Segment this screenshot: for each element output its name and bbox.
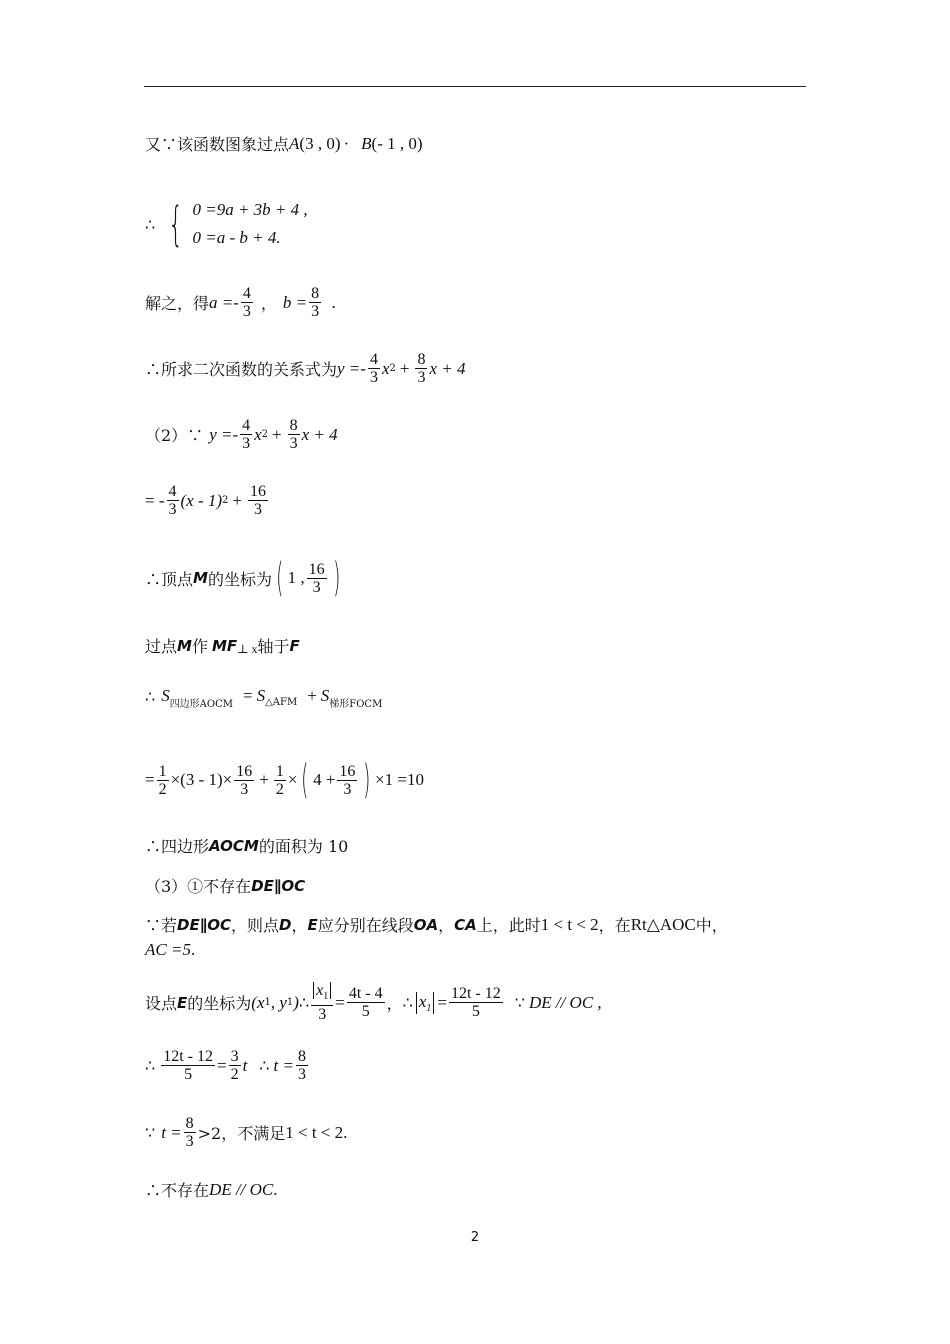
parallel-statement: DE∥OC xyxy=(251,876,306,895)
comma: ， xyxy=(291,916,308,935)
segment-ca: CA xyxy=(454,915,477,934)
point-e: E xyxy=(177,993,188,1012)
plus: + xyxy=(259,770,269,789)
text: 又∵该函数图象过点 xyxy=(145,135,290,154)
equation-t xyxy=(145,1048,310,1083)
term: ×(3 - 1)× xyxy=(170,770,233,789)
text: 的坐标为 xyxy=(207,569,272,589)
fraction: $\frac{16}{3}$ xyxy=(236,762,253,798)
plus: + xyxy=(399,358,410,378)
part-3-heading xyxy=(145,874,305,897)
assumption-line xyxy=(145,913,728,936)
text: 中， xyxy=(695,916,728,935)
system xyxy=(161,196,307,252)
comma: ， xyxy=(438,916,455,935)
perpendicular-line xyxy=(145,634,300,657)
x-minus-1: (x - 1) xyxy=(180,490,223,510)
fraction: $\frac{8}{3}$ xyxy=(185,1115,194,1150)
text: （2）∵ xyxy=(145,426,204,445)
therefore-symbol: ∴ xyxy=(145,1056,156,1075)
point-b-coords: (- 1 , 0) xyxy=(371,133,423,153)
text: 应分别在线段 xyxy=(317,916,414,935)
fraction: $\frac{x_1}{3}$ xyxy=(311,982,333,1023)
t-eq: t = xyxy=(273,1055,294,1075)
fraction: $\frac{12t - 12}{5}$ xyxy=(163,1048,213,1083)
therefore-symbol: ∴ xyxy=(298,993,310,1012)
a-eq: a =- xyxy=(209,292,239,312)
text: 设点 xyxy=(145,994,178,1013)
subscript: 1 xyxy=(264,997,271,1008)
y-eq: y =- xyxy=(209,424,239,444)
plus: + xyxy=(232,490,242,510)
exponent: 2 xyxy=(222,495,229,506)
segment-mf: MF xyxy=(211,636,238,655)
therefore-symbol: ∴ xyxy=(259,1056,270,1075)
point-e-coords xyxy=(145,982,602,1023)
result: ×1 =10 xyxy=(375,770,424,789)
x-term: x + 4 xyxy=(429,358,466,378)
point-e: E xyxy=(307,915,318,934)
fraction: $\frac{8}{3}$ xyxy=(297,1048,306,1083)
b-eq: b = xyxy=(282,292,308,312)
therefore-symbol: ∴ xyxy=(402,993,413,1012)
area-s: S xyxy=(256,686,266,705)
point-f: F xyxy=(289,636,300,655)
fraction: $\frac{8}{3}$ xyxy=(289,417,298,452)
fraction: $\frac{4}{3}$ xyxy=(369,351,378,386)
exponent: 2 xyxy=(389,363,396,374)
x-coord: 1 , xyxy=(287,568,305,587)
text: 过点 xyxy=(145,637,178,656)
text: 解之，得 xyxy=(145,294,210,313)
fraction: $\frac{16}{3}$ xyxy=(339,762,356,798)
fraction: $\frac{4t - 4}{5}$ xyxy=(348,985,383,1020)
quadrilateral: AOCM xyxy=(209,836,259,855)
system-row-2: 0 =a - b + 4. xyxy=(192,228,281,247)
fraction: $\frac{8}{3}$ xyxy=(311,285,320,320)
system-row-1: 0 =9a + 3b + 4 , xyxy=(192,200,308,219)
paren-right-icon: ) xyxy=(363,757,371,803)
fraction: $\frac{4}{3}$ xyxy=(168,483,177,518)
fraction: $\frac{16}{3}$ xyxy=(308,560,325,596)
point-m: M xyxy=(177,636,192,655)
coord: ) xyxy=(293,992,299,1012)
period: . xyxy=(343,1122,348,1142)
y-eq: y =- xyxy=(337,358,366,378)
point-b: B xyxy=(361,133,372,153)
area-s: S xyxy=(161,686,170,705)
point-a: A xyxy=(289,133,300,153)
t-var: t xyxy=(242,1055,248,1075)
equals: = - xyxy=(145,490,165,510)
perp-x: ⊥ x xyxy=(237,642,258,656)
conclusion xyxy=(145,1178,278,1201)
fraction: $\frac{1}{2}$ xyxy=(275,762,284,798)
because-symbol: ∵ xyxy=(514,993,525,1012)
fraction: $\frac{12t - 12}{5}$ xyxy=(450,985,501,1020)
quadratic-expression xyxy=(145,351,466,386)
fraction: $\frac{8}{3}$ xyxy=(417,351,426,386)
coord: (x xyxy=(251,992,265,1012)
term: 4 + xyxy=(313,770,336,789)
therefore-symbol: ∴ xyxy=(145,686,156,706)
equation-system xyxy=(145,196,308,252)
parallel-statement: DE // OC xyxy=(209,1179,274,1199)
text: 的坐标为 xyxy=(187,994,252,1013)
paren-left-icon: ( xyxy=(276,555,284,601)
vertex-form xyxy=(145,483,270,518)
area-result xyxy=(145,834,348,857)
parallel-statement: DE∥OC xyxy=(177,915,231,934)
fraction: $\frac{4}{3}$ xyxy=(242,417,251,452)
brace-icon: { xyxy=(168,197,184,251)
inequality: 1 < t < 2 xyxy=(540,914,599,934)
subscript: 梯形FOCM xyxy=(329,698,383,710)
comma: ， xyxy=(386,994,403,1013)
equals: = xyxy=(335,992,345,1012)
area-calculation xyxy=(145,757,424,803)
x-var: x xyxy=(254,424,262,444)
because-symbol: ∵ xyxy=(145,1123,156,1142)
subscript: 1 xyxy=(286,997,294,1008)
fraction: $\frac{16}{3}$ xyxy=(250,483,266,518)
header-rule xyxy=(144,86,806,87)
equals: = xyxy=(437,992,447,1012)
triangle: Rt△AOC xyxy=(630,914,696,934)
area-s: S xyxy=(320,686,330,705)
t-check xyxy=(145,1115,347,1150)
point-d: D xyxy=(279,915,292,934)
text: >2，不满足 xyxy=(197,1124,286,1143)
equals: = xyxy=(145,770,155,789)
subscript: △AFM xyxy=(265,696,298,708)
fraction: $\frac{1}{2}$ xyxy=(158,762,167,798)
text: （3）①不存在 xyxy=(145,877,252,896)
period: . xyxy=(331,293,337,312)
equals: = xyxy=(216,1055,227,1075)
abs-x1: $x_1$ xyxy=(416,992,435,1014)
plus: + xyxy=(272,424,282,444)
therefore-symbol: ∴ xyxy=(145,214,156,234)
text: 作 xyxy=(191,637,208,656)
equals: = xyxy=(243,686,253,705)
comma: ， xyxy=(260,294,277,313)
period: . xyxy=(273,1179,278,1199)
ac-length xyxy=(145,940,195,960)
period: . xyxy=(190,940,196,959)
text: ，在 xyxy=(598,916,631,935)
plus: + xyxy=(307,686,317,705)
fraction: $\frac{3}{2}$ xyxy=(230,1048,239,1083)
point-a-coords: (3 , 0) xyxy=(299,133,341,153)
x-term: x + 4 xyxy=(301,424,338,444)
part-2-expression xyxy=(145,417,338,452)
x-var: x xyxy=(381,358,390,378)
text: ∴所求二次函数的关系式为 xyxy=(145,360,338,379)
point-m: M xyxy=(193,569,208,587)
exponent: 2 xyxy=(261,429,269,440)
vertex-coords xyxy=(145,555,344,601)
separator: · xyxy=(343,133,350,153)
segment-oa: OA xyxy=(413,915,439,934)
area-decomposition xyxy=(145,686,383,710)
text: ∵若 xyxy=(145,916,178,935)
text: 上，此时 xyxy=(476,916,541,935)
text: 轴于 xyxy=(257,637,290,656)
page-number: 2 xyxy=(470,1230,480,1245)
t-eq: t = xyxy=(161,1122,182,1142)
coord: , y xyxy=(270,992,287,1012)
solve-line xyxy=(145,285,336,320)
paren-left-icon: ( xyxy=(301,757,309,803)
text: ∴四边形 xyxy=(145,837,210,856)
line-through-points xyxy=(145,132,423,155)
times: × xyxy=(287,770,298,789)
fraction: $\frac{4}{3}$ xyxy=(242,285,251,320)
inequality: 1 < t < 2 xyxy=(285,1122,344,1142)
text: ∴不存在 xyxy=(145,1181,210,1200)
text: ∴顶点 xyxy=(145,569,194,589)
text: 的面积为 10 xyxy=(258,837,349,856)
subscript: 四边形AOCM xyxy=(169,698,233,710)
parallel-statement: DE // OC , xyxy=(528,992,602,1012)
ac-eq: AC =5 xyxy=(145,940,191,959)
paren-right-icon: ) xyxy=(332,555,340,601)
text: ，则点 xyxy=(230,916,279,935)
